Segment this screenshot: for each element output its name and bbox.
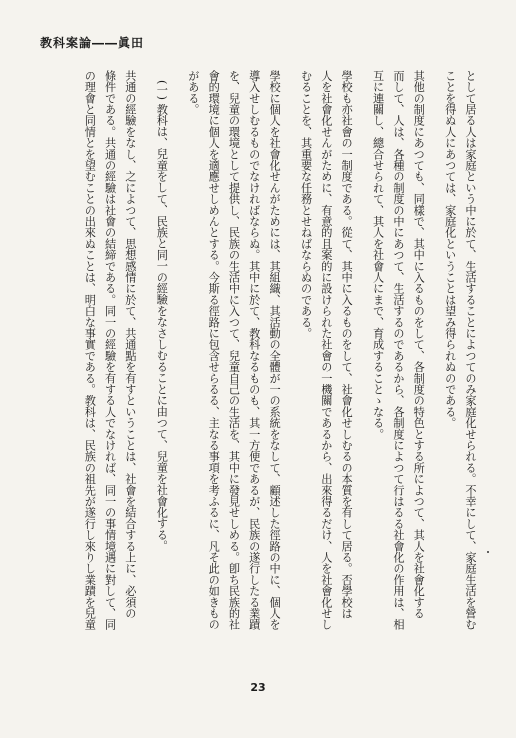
text-column: 人を社會化せんがために、有意的且案的に設けられた社會の一機關であるから、出來得るだけ、人を社會化せし <box>319 70 333 630</box>
text-column: ことを得ぬ人にあつては、家庭化ということは望み得られぬのである。 <box>443 70 457 429</box>
text-column: 會的環境に個人を適應せしめんとする。今斯る徑路に包含せらるる、主なる事項を考ふるに、凡そ此の如きもの <box>207 70 221 630</box>
text-column: 導入せしむるものでなければならぬ。其中に於て、教科なるものも、其一方便であるが、民族の遂行したる業蹟 <box>247 70 261 630</box>
text-column: むることを、其重要な任務とせねばならぬのである。 <box>299 70 313 339</box>
vertical-body-text <box>36 70 480 680</box>
text-column: として居る人は家庭という中に於て、生活することによつてのみ家庭化せられる。不幸にして、家庭生活を營む <box>464 70 477 630</box>
running-header: 教科案論――眞田 <box>40 36 145 50</box>
text-column: 互に連關し、總合せられて、其人を社會人にまで、育成することゝなる。 <box>371 70 385 440</box>
text-column: 學校に個人を社會化せんがためには、其組織、其活動の全體が一の系統をなして、顧述した徑路の中に、個人を <box>268 70 282 630</box>
text-column: を、兒童の環境として提供し、民族の生活中に入つて、兒童自己の生活を、其中に發見せしめる。卽ち民族的社 <box>227 70 241 630</box>
page-number: 23 <box>250 681 266 694</box>
section-heading-column: (一) 教科は、兒童をして、民族と同一の經驗をなさしむることに由つて、兒童を社會化する。 <box>155 80 169 552</box>
text-column: 其他の制度にあつても、同樣で、其中に入るものをして、各制度の特色とする所によつて、其人を社會化する <box>412 70 426 619</box>
text-column: 學校も亦社會の一制度である。從て、其中に入るものをして、社會化せしむるの本質を有して居る。否學校は <box>340 70 354 619</box>
scan-speck <box>487 551 489 553</box>
text-column: 而して、人は、各種の制度の中にあつて、生活するのであるから、各制度によつて行はるる社會化の作用は、相 <box>391 70 405 630</box>
text-column: の理會と同情とを望むことの出來ぬことは、明白な事實である。教科は、民族の祖先が遂行し來りし業蹟を兒童 <box>83 70 97 630</box>
text-column: がある。 <box>186 70 200 115</box>
text-column: 共通の經驗をなし、之によつて、思想感情に於て、共通點を有すということは、社會を結合する上に、必須の <box>123 70 137 619</box>
text-column: 條件である。共通の經驗は社會の結締である。同一の經驗を有する人でなければ、同一の事情境遇に對して、同 <box>103 70 117 630</box>
